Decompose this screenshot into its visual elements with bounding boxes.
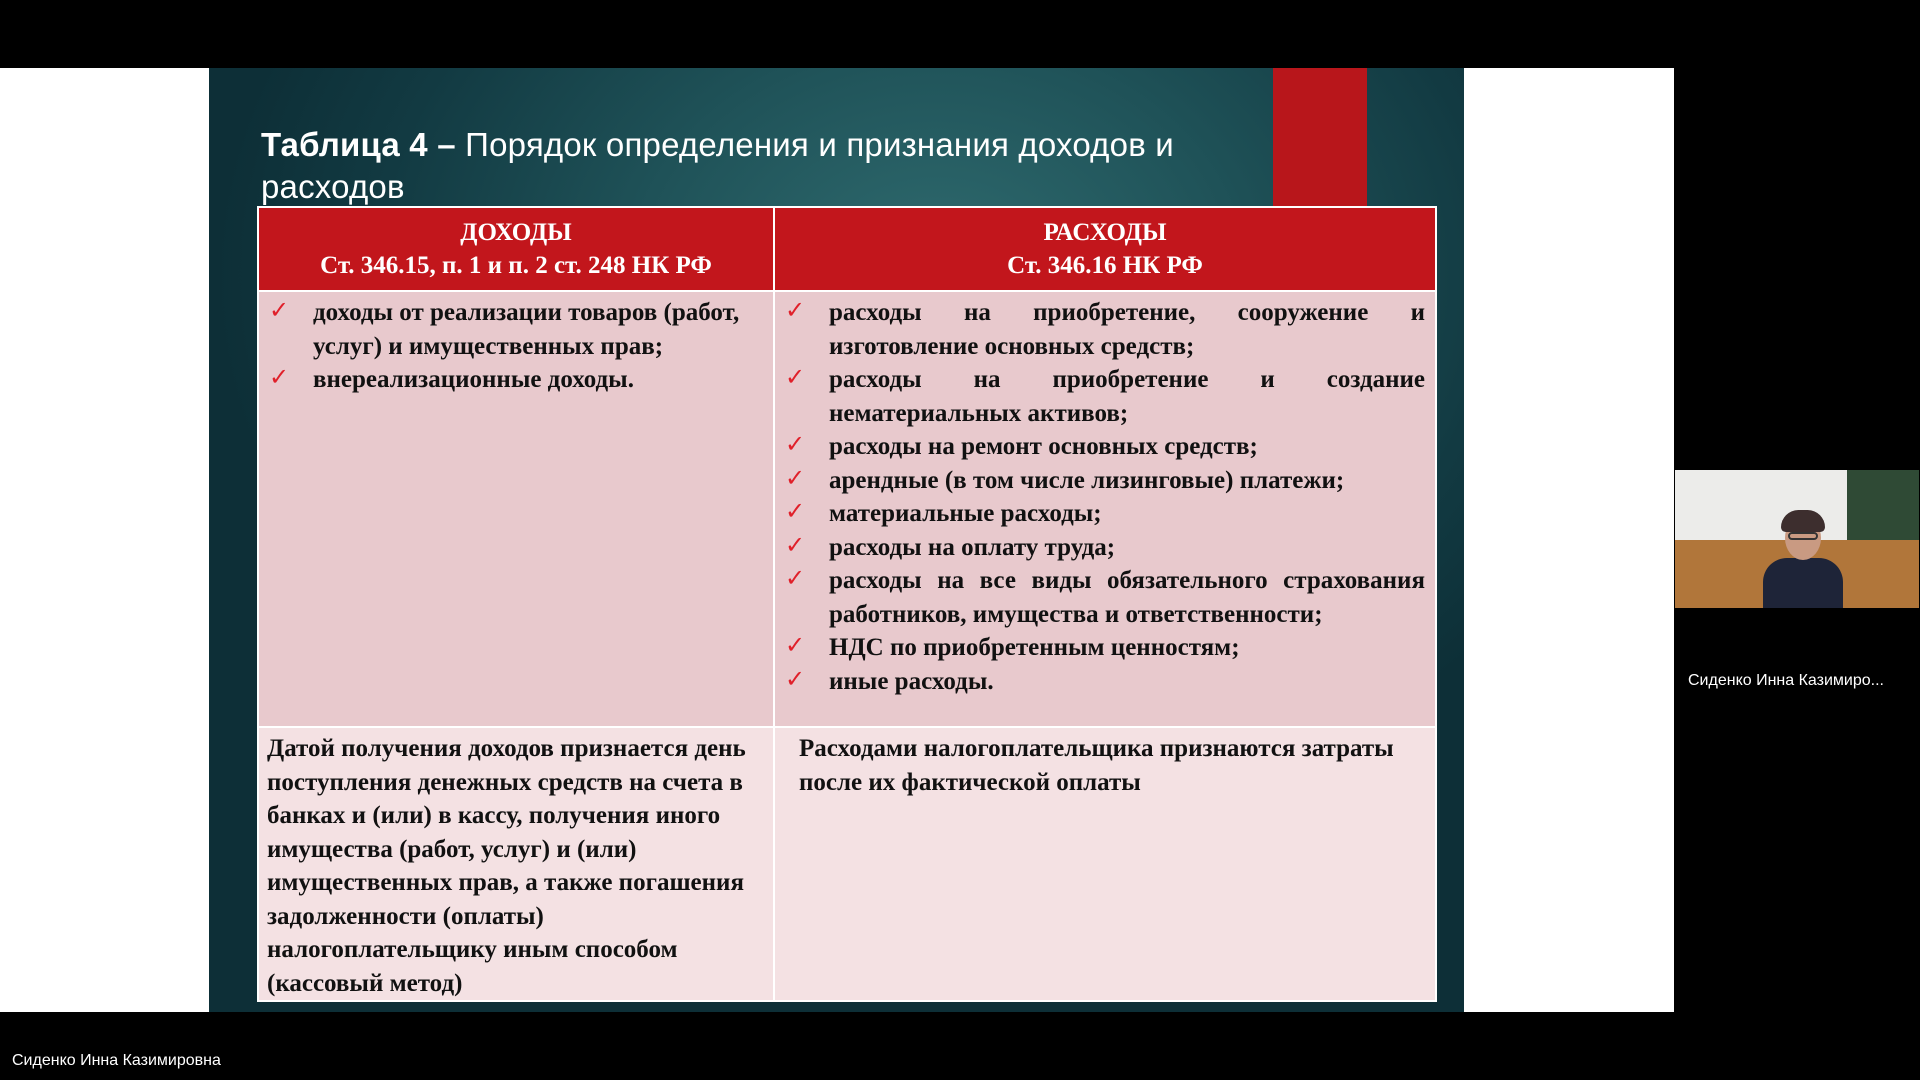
- list-item: [783, 497, 1425, 531]
- check-icon: ✓: [785, 363, 806, 391]
- income-header: ДОХОДЫ: [460, 219, 572, 246]
- presentation-slide: [209, 68, 1464, 1012]
- income-list: [267, 296, 763, 397]
- income-item-text: внереализационные доходы.: [313, 366, 634, 393]
- avatar-glasses: [1788, 532, 1818, 540]
- income-item-text: доходы от реализации товаров (работ, услуг) и имущественных прав;: [313, 299, 740, 360]
- list-item: [267, 296, 763, 363]
- list-item: [783, 564, 1425, 631]
- slide-title: [261, 124, 1301, 208]
- list-item: [783, 464, 1425, 498]
- expense-item-text: иные расходы.: [829, 667, 994, 695]
- list-item: [783, 296, 1425, 363]
- income-header-cell: [258, 207, 774, 291]
- expense-list: [783, 296, 1425, 698]
- check-icon: ✓: [785, 296, 806, 324]
- avatar-body: [1763, 558, 1843, 608]
- expense-recognition-text: Расходами налогоплательщика признаются затраты после их фактической оплаты: [799, 735, 1394, 796]
- check-icon: ✓: [269, 296, 290, 324]
- expense-item-text: расходы на ремонт основных средств;: [829, 433, 1258, 460]
- list-item: [783, 531, 1425, 565]
- expense-header-cell: [774, 207, 1436, 291]
- check-icon: ✓: [785, 463, 806, 492]
- list-item: [783, 631, 1425, 665]
- expense-item-text: НДС по приобретенным ценностям;: [829, 634, 1240, 661]
- avatar-hair: [1781, 510, 1825, 532]
- expense-item-text: расходы на приобретение, сооружение и изготовление основных средств;: [829, 299, 1425, 360]
- expense-item-text: материальные расходы;: [829, 500, 1102, 527]
- check-icon: ✓: [785, 631, 806, 659]
- expense-items-cell: [774, 291, 1436, 727]
- check-icon: ✓: [785, 430, 806, 458]
- check-icon: ✓: [785, 497, 806, 525]
- income-expense-table: [257, 206, 1437, 1002]
- expense-item-text: расходы на приобретение и создание нематериальных активов;: [829, 366, 1425, 427]
- list-item: [783, 363, 1425, 430]
- income-subheader: Ст. 346.15, п. 1 и п. 2 ст. 248 НК РФ: [320, 252, 712, 279]
- slide-title-text: Порядок определения и признания доходов и расходов: [261, 126, 1174, 205]
- expense-item-text: расходы на оплату труда;: [829, 533, 1116, 561]
- participant-name-label: Сиденко Инна Казимиро...: [1688, 672, 1884, 689]
- expense-header: РАСХОДЫ: [1043, 219, 1167, 246]
- check-icon: ✓: [269, 363, 290, 391]
- participant-avatar: [1755, 510, 1851, 608]
- income-recognition-text: Датой получения доходов признается день поступления денежных средств на счета в банках и (или) в кассу, получения иного имущества (работ, услуг) и (или) имущественных прав, а также погашения задолженности (оплаты) налогоплательщику иным способом (кассовый метод): [267, 735, 746, 997]
- expense-item-text: арендные (в том числе лизинговые) платежи;: [829, 466, 1345, 494]
- expense-item-text: расходы на все виды обязательного страхования работников, имущества и ответственности;: [829, 567, 1425, 628]
- presenter-name-label: Сиденко Инна Казимировна: [12, 1052, 221, 1069]
- check-icon: ✓: [785, 530, 806, 559]
- income-items-cell: [258, 291, 774, 727]
- video-background-board: [1847, 470, 1919, 540]
- list-item: [783, 430, 1425, 464]
- expense-subheader: Ст. 346.16 НК РФ: [1007, 252, 1203, 279]
- expense-recognition-cell: [774, 727, 1436, 1001]
- participant-video-thumbnail[interactable]: [1675, 470, 1919, 608]
- list-item: [783, 665, 1425, 699]
- list-item: [267, 363, 763, 397]
- check-icon: ✓: [785, 564, 806, 592]
- check-icon: ✓: [785, 664, 806, 693]
- income-recognition-cell: [258, 727, 774, 1001]
- slide-title-bold: Таблица 4 –: [261, 126, 456, 163]
